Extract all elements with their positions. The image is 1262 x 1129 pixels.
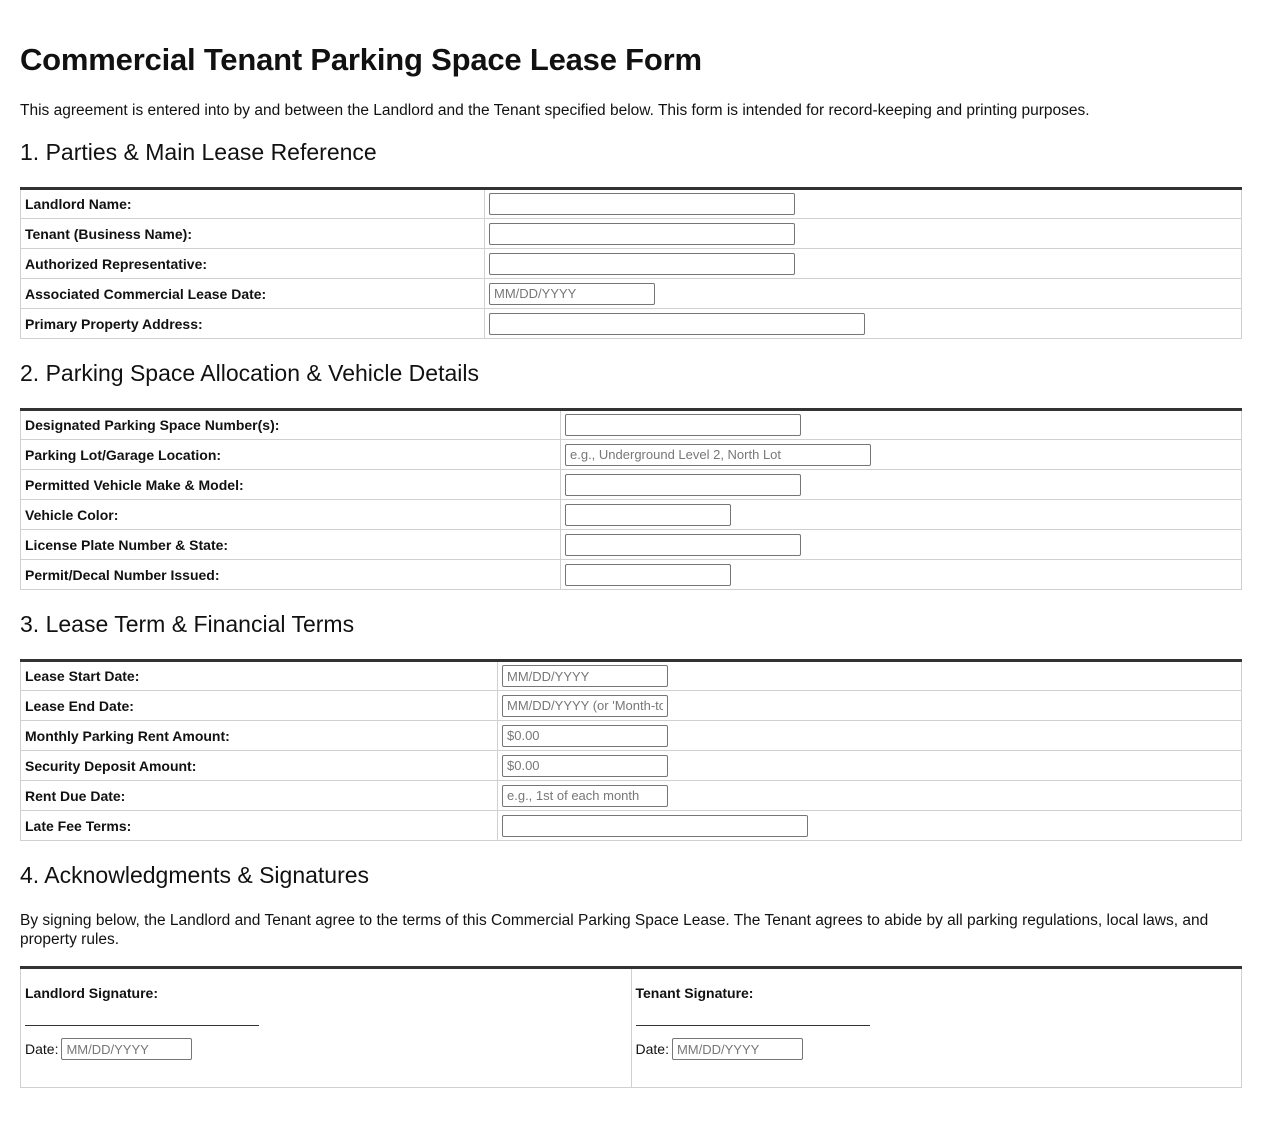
parking-location-input[interactable] — [565, 444, 871, 466]
table-row — [21, 500, 1242, 530]
table-row — [21, 309, 1242, 339]
associated-lease-date-label: Associated Commercial Lease Date: — [21, 279, 485, 309]
table-row — [21, 811, 1242, 841]
security-deposit-input[interactable] — [502, 755, 668, 777]
landlord-name-label: Landlord Name: — [21, 189, 485, 219]
parking-location-label: Parking Lot/Garage Location: — [21, 440, 561, 470]
field-cell — [561, 560, 1242, 590]
landlord-date-group — [25, 1038, 627, 1060]
parties-table — [20, 187, 1242, 339]
table-row — [21, 189, 1242, 219]
parking-space-number-label: Designated Parking Space Number(s): — [21, 410, 561, 440]
tenant-signature-cell — [631, 968, 1242, 1088]
tenant-signature-line[interactable] — [636, 1005, 870, 1026]
field-cell — [561, 500, 1242, 530]
table-row — [21, 968, 1242, 1088]
field-cell — [498, 751, 1242, 781]
primary-property-address-input[interactable] — [489, 313, 865, 335]
table-row — [21, 440, 1242, 470]
landlord-signature-cell — [21, 968, 632, 1088]
lease-start-date-label: Lease Start Date: — [21, 661, 498, 691]
lease-start-date-input[interactable] — [502, 665, 668, 687]
table-row — [21, 661, 1242, 691]
lease-end-date-label: Lease End Date: — [21, 691, 498, 721]
field-cell — [485, 279, 1242, 309]
table-row — [21, 781, 1242, 811]
permit-decal-number-label: Permit/Decal Number Issued: — [21, 560, 561, 590]
rent-due-date-input[interactable] — [502, 785, 668, 807]
late-fee-terms-label: Late Fee Terms: — [21, 811, 498, 841]
associated-lease-date-input[interactable] — [489, 283, 655, 305]
field-cell — [561, 410, 1242, 440]
landlord-signature-line[interactable] — [25, 1005, 259, 1026]
field-cell — [498, 781, 1242, 811]
table-row — [21, 219, 1242, 249]
vehicle-make-model-label: Permitted Vehicle Make & Model: — [21, 470, 561, 500]
license-plate-label: License Plate Number & State: — [21, 530, 561, 560]
late-fee-terms-input[interactable] — [502, 815, 808, 837]
acknowledgment-text: By signing below, the Landlord and Tenant agree to the terms of this Commercial Parking Space Lease. The Tenant agrees to abide by all parking regulations, local laws, and property rules. — [20, 912, 1209, 948]
signature-table — [20, 966, 1242, 1088]
landlord-name-input[interactable] — [489, 193, 795, 215]
table-row — [21, 751, 1242, 781]
field-cell — [561, 440, 1242, 470]
field-cell — [498, 661, 1242, 691]
lease-financial-table — [20, 659, 1242, 841]
parking-space-number-input[interactable] — [565, 414, 801, 436]
field-cell — [561, 470, 1242, 500]
tenant-business-name-input[interactable] — [489, 223, 795, 245]
field-cell — [485, 189, 1242, 219]
lease-end-date-input[interactable] — [502, 695, 668, 717]
monthly-rent-input[interactable] — [502, 725, 668, 747]
field-cell — [561, 530, 1242, 560]
table-row — [21, 249, 1242, 279]
table-row — [21, 470, 1242, 500]
table-row — [21, 279, 1242, 309]
monthly-rent-label: Monthly Parking Rent Amount: — [21, 721, 498, 751]
tenant-date-label: Date: — [635, 1041, 669, 1057]
field-cell — [485, 249, 1242, 279]
vehicle-color-label: Vehicle Color: — [21, 500, 561, 530]
tenant-date-group — [636, 1038, 1238, 1060]
table-row — [21, 530, 1242, 560]
field-cell — [485, 309, 1242, 339]
tenant-business-name-label: Tenant (Business Name): — [21, 219, 485, 249]
tenant-date-input[interactable] — [672, 1038, 803, 1060]
landlord-date-label: Date: — [25, 1041, 59, 1057]
field-cell — [485, 219, 1242, 249]
table-row — [21, 410, 1242, 440]
primary-property-address-label: Primary Property Address: — [21, 309, 485, 339]
authorized-representative-input[interactable] — [489, 253, 795, 275]
rent-due-date-label: Rent Due Date: — [21, 781, 498, 811]
section-heading-lease-financial: 3. Lease Term & Financial Terms — [20, 611, 355, 637]
table-row — [21, 721, 1242, 751]
vehicle-color-input[interactable] — [565, 504, 731, 526]
section-heading-parties: 1. Parties & Main Lease Reference — [20, 139, 377, 165]
parking-vehicle-table — [20, 408, 1242, 590]
table-row — [21, 560, 1242, 590]
tenant-signature-label: Tenant Signature: — [635, 985, 754, 1001]
authorized-representative-label: Authorized Representative: — [21, 249, 485, 279]
permit-decal-number-input[interactable] — [565, 564, 731, 586]
section-heading-parking-vehicle: 2. Parking Space Allocation & Vehicle Details — [20, 360, 479, 386]
page-title: Commercial Tenant Parking Space Lease Form — [20, 42, 702, 77]
table-row — [21, 691, 1242, 721]
field-cell — [498, 721, 1242, 751]
field-cell — [498, 691, 1242, 721]
intro-text: This agreement is entered into by and between the Landlord and the Tenant specified below. This form is intended for record-keeping and printing purposes. — [20, 102, 1090, 119]
security-deposit-label: Security Deposit Amount: — [21, 751, 498, 781]
landlord-date-input[interactable] — [61, 1038, 192, 1060]
license-plate-input[interactable] — [565, 534, 801, 556]
vehicle-make-model-input[interactable] — [565, 474, 801, 496]
landlord-signature-label: Landlord Signature: — [25, 985, 158, 1001]
field-cell — [498, 811, 1242, 841]
section-heading-signatures: 4. Acknowledgments & Signatures — [20, 862, 370, 888]
